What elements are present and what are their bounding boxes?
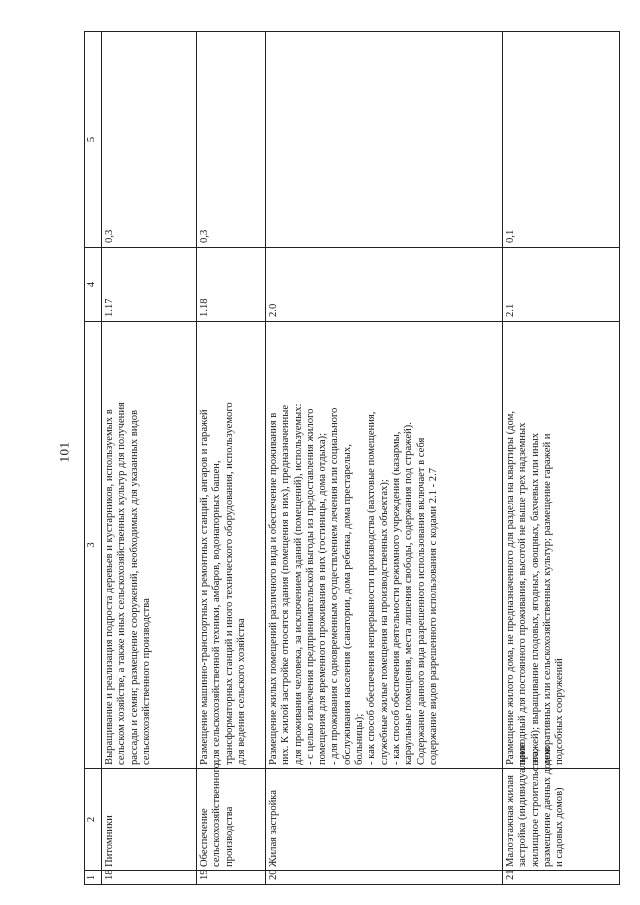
row-value: 0,3 [197, 32, 266, 248]
description-line: сельском хозяйстве, а также иных сельскохозяйственных культур для получения [116, 402, 128, 765]
description-line: сельскохозяйственного производства [140, 598, 152, 765]
rotated-table-frame [84, 32, 640, 885]
row-name: Жилая застройка [266, 769, 503, 871]
page-number: 101 [56, 441, 72, 463]
row-code: 1.17 [102, 248, 197, 322]
description-line: Размещение машинно-транспортных и ремонтных станций, ангаров и гаражей [199, 409, 210, 765]
description-line: - для проживания с одновременным осуществлением лечения или социального [329, 407, 341, 765]
header-cell: 5 [85, 32, 102, 248]
description-line: - с целью извлечения предпринимательской выгоды из предоставления жилого [304, 408, 316, 765]
header-cell: 2 [85, 769, 102, 871]
row-description [503, 322, 620, 769]
description-line: декоративных или сельскохозяйственных культур; размещение гаражей и [541, 433, 553, 765]
row-name: Питомники [102, 769, 197, 871]
description-line: - как способ обеспечения непрерывности производства (вахтовые помещения, [366, 411, 378, 765]
description-line: них. К жилой застройке относятся здания (помещения в них), предназначенные [280, 404, 292, 765]
name-line: производства [223, 806, 235, 867]
table-row [197, 32, 266, 885]
row-description [266, 322, 503, 769]
land-use-table [84, 31, 620, 885]
header-cell: 1 [85, 871, 102, 885]
description-line: для ведения сельского хозяйства [235, 618, 247, 765]
table-row [266, 32, 503, 885]
row-value: 0,1 [503, 32, 620, 248]
description-line: Содержание данного вида разрешенного использования включает в себя [415, 437, 427, 765]
row-number: 19 [197, 871, 266, 885]
row-name [197, 763, 266, 871]
row-description [102, 322, 197, 769]
name-line: Малоэтажная жилая [505, 775, 516, 867]
row-code: 2.0 [266, 248, 503, 322]
description-line: для проживания человека, за исключением зданий (помещений), используемых: [292, 403, 304, 765]
header-cell: 3 [85, 322, 102, 769]
description-line: для сельскохозяйственной техники, амбаров, водонапорных башен, [211, 460, 223, 765]
row-description [197, 322, 266, 769]
header-row [85, 32, 102, 885]
description-line: содержание видов разрешенного использования с кодами 2.1 - 2.7 [427, 467, 439, 765]
table-row [102, 32, 197, 885]
row-code: 1.18 [197, 248, 266, 322]
description-line: рассады и семян; размещение сооружений, необходимых для указанных видов [128, 409, 140, 765]
description-line: больницы); [354, 713, 366, 765]
description-line: этажей); выращивание плодовых, ягодных, овощных, бахчевых или иных [529, 433, 541, 765]
row-name [503, 742, 620, 871]
table-content [84, 32, 640, 885]
name-line: и садовых домов) [554, 787, 566, 867]
name-line: Обеспечение [199, 808, 210, 867]
description-line: подсобных сооружений [554, 658, 566, 765]
row-number: 21 [503, 871, 620, 885]
description-line: помещения для временного проживания в них (гостиницы, дома отдыха); [317, 432, 329, 765]
row-value [266, 32, 503, 248]
name-line: сельскохозяйственного [211, 763, 223, 867]
description-line: трансформаторных станций и иного технического оборудования, используемого [223, 402, 235, 765]
description-line: Размещение жилых помещений различного вида и обеспечение проживания в [268, 412, 279, 765]
description-line: служебные жилые помещения на производственных объектах); [378, 479, 390, 765]
description-line: - как способ обеспечения деятельности режимного учреждения (казармы, [390, 431, 402, 765]
row-value: 0,3 [102, 32, 197, 248]
name-line: жилищное строительство; [529, 748, 541, 867]
name-line: размещение дачных домов [541, 746, 553, 867]
name-line: застройка (индивидуальное [517, 742, 529, 867]
description-line: пригодный для постоянного проживания, высотой не выше трех надземных [517, 422, 529, 765]
description-line: обслуживания населения (санатории, дома ребенка, дома престарелых, [341, 444, 353, 765]
description-line: Выращивание и реализация подроста деревьев и кустарников, используемых в [104, 409, 115, 765]
row-code: 2.1 [503, 248, 620, 322]
row-number: 20 [266, 871, 503, 885]
table-row [503, 32, 620, 885]
header-cell: 4 [85, 248, 102, 322]
row-number: 18 [102, 871, 197, 885]
description-line: Размещение жилого дома, не предназначенного для раздела на квартиры (дом, [505, 411, 516, 765]
description-line: караульные помещения, места лишения свободы, содержания под стражей). [403, 422, 415, 765]
